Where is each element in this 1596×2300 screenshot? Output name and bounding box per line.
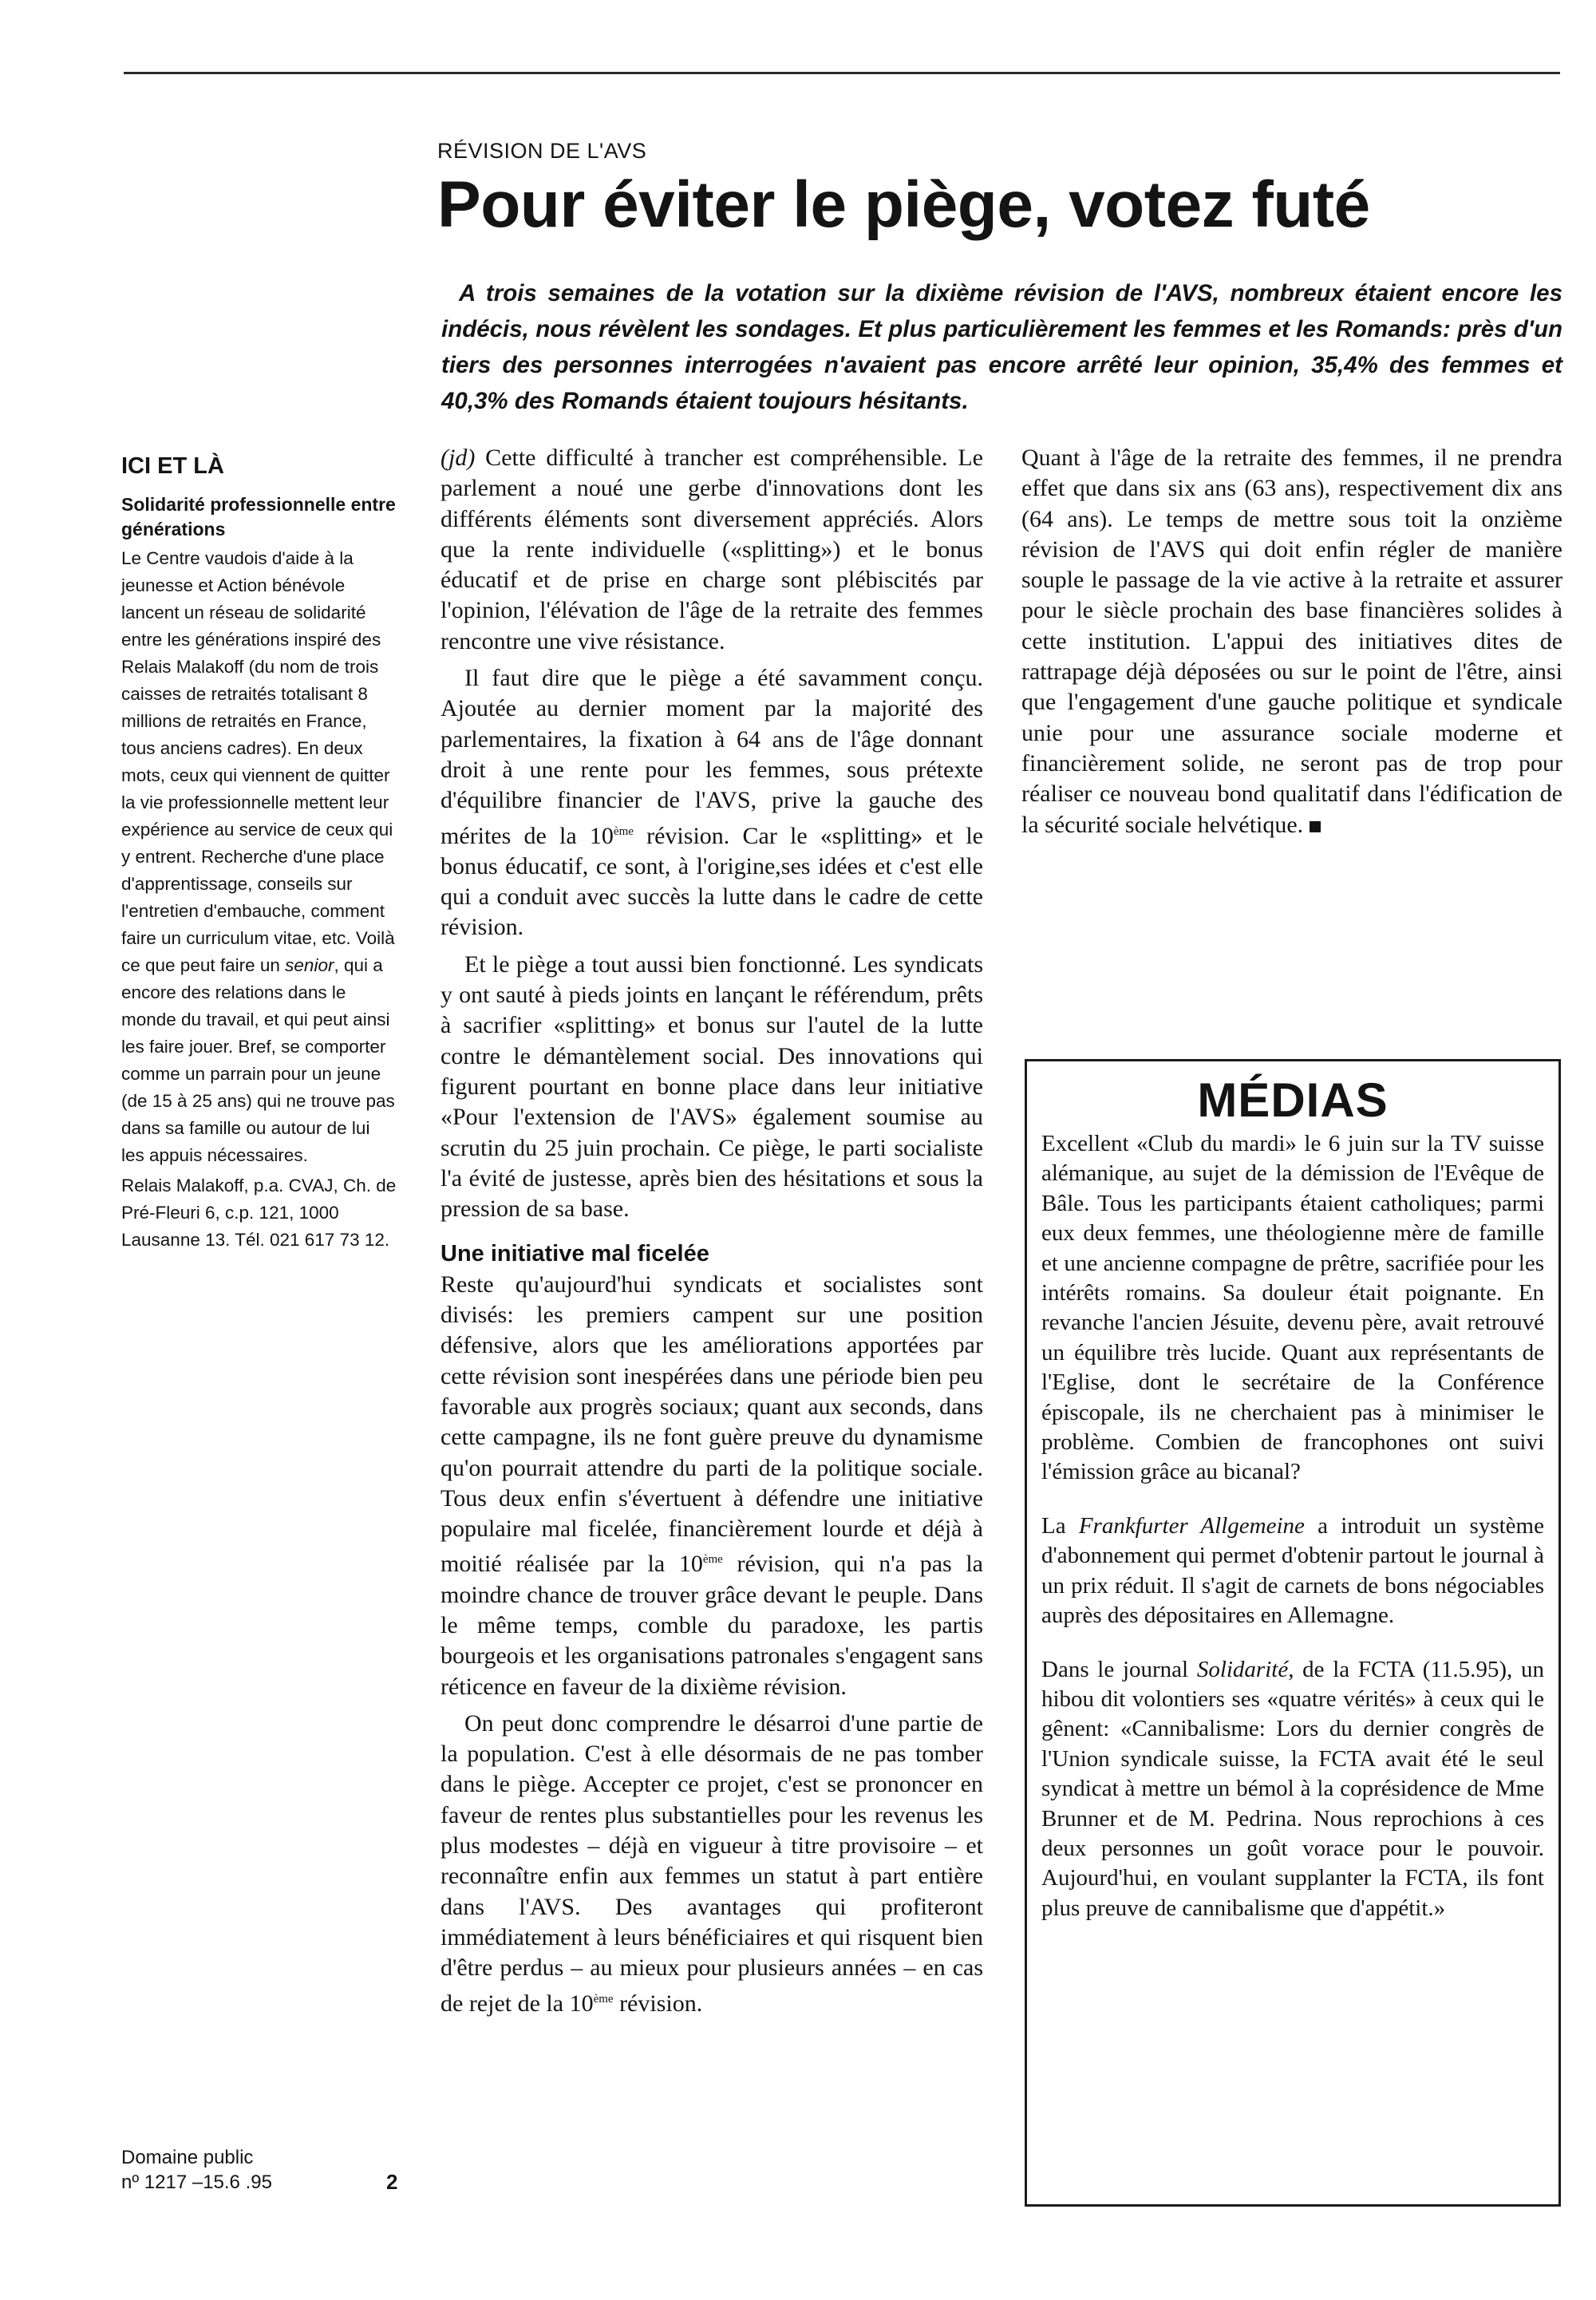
item-text: , de la FCTA (11.5.95), un hibou dit volontiers ses «quatre vérités» à ceux qui le gênent: «Cannibalisme: Lors du dernier congrès de l'Union syndicale suisse, la FCTA avait été le seul syndicat à mettre un bémol à la coprésidence de Mme Brunner et de M. Pedrina. Nous reprochions à ces deux personnes un goût vorace pour le pouvoir. Aujourd'hui, en voulant supplanter la FCTA, ils font plus preuve de cannibalisme que d'appétit.» bbox=[1041, 1656, 1545, 1921]
sidebar-text-b: , qui a encore des relations dans le monde du travail, et qui peut ainsi les faire jouer. Bref, se comporter comme un parrain pour un jeune (de 15 à 25 ans) qui ne trouve pas dans sa famille ou autour de lui les appuis nécessaires. bbox=[121, 955, 395, 1165]
sidebar-subhead: Solidarité professionnelle entre générations bbox=[121, 494, 396, 539]
medias-box bbox=[1025, 1059, 1561, 2207]
article-paragraph bbox=[1021, 443, 1562, 840]
article-column-1 bbox=[440, 443, 983, 2025]
article-paragraph bbox=[440, 443, 983, 657]
paragraph-text: Quant à l'âge de la retraite des femmes, il ne prendra effet que dans six ans (63 ans), respectivement dix ans (64 ans). Le temps de mettre sous toit la onzième révision de l'AVS qui doit enfin régler de manière souple le passage de la vie active à la retraite et assurer pour le siècle prochain des base financières solides à cette institution. L'appui des initiatives dites de rattrapage déjà déposées ou sur le point de l'être, ainsi que l'engagement d'une gauche politique et syndicale unie pour une assurance sociale moderne et financièrement solide, ne seront pas de trop pour réaliser ce nouveau bond qualitatif dans l'édification de la sécurité sociale helvétique. bbox=[1021, 445, 1562, 838]
superscript: ème bbox=[613, 824, 634, 838]
paragraph-text: révision, qui n'a pas la moindre chance de trouver grâce devant le peuple. Dans le même temps, comble du paradoxe, les partis bourgeois et les organisations patronales s'engagent sans réticence en faveur de la dixième révision. bbox=[440, 1551, 983, 1700]
sidebar-body bbox=[121, 545, 397, 1254]
headline: Pour éviter le piège, votez futé bbox=[437, 168, 1370, 241]
article-paragraph bbox=[440, 663, 983, 943]
sidebar-ici-et-la bbox=[121, 453, 397, 1257]
item-text: a introduit un système d'abonnement qui permet d'obtenir partout le journal à un prix réduit. Il s'agit de carnets de bons négociables auprès des dépositaires en Allemagne. bbox=[1041, 1512, 1544, 1629]
sidebar-contact: Relais Malakoff, p.a. CVAJ, Ch. de Pré-Fleuri 6, c.p. 121, 1000 Lausanne 13. Tél. 021 617 73 12. bbox=[121, 1176, 397, 1250]
paragraph-text: révision. Car le «splitting» et le bonus éducatif, ce sont, à l'origine,ses idées et c'est elle qui a conduit avec succès la lutte dans le cadre de cette révision. bbox=[440, 822, 983, 941]
paragraph-text: Reste qu'aujourd'hui syndicats et socialistes sont divisés: les premiers campent sur une position défensive, alors que les améliorations apportées par cette révision sont inespérées dans une période bien peu favorable aux progrès sociaux; quant aux seconds, dans cette campagne, ils ne font guère preuve du dynamisme qu'on pourrait attendre du parti de la politique sociale. Tous deux enfin s'évertuent à défendre une initiative populaire mal ficelée, financièrement lourde et déjà à moitié réalisée par la 10 bbox=[440, 1271, 983, 1578]
issue-number: nº 1217 –15.6 .95 bbox=[121, 2172, 272, 2193]
sidebar-text-em: senior bbox=[285, 955, 334, 975]
paragraph-text: Cette difficulté à trancher est compréhensible. Le parlement a noué une gerbe d'innovations dont les différents éléments sont diversement appréciés. Alors que la rente individuelle («splitting») et le bonus éducatif et de prise en charge sont plébiscités par l'opinion, l'élévation de l'âge de la retraite des femmes rencontre une vive résistance. bbox=[440, 445, 983, 654]
page-footer bbox=[121, 2145, 409, 2195]
article-paragraph bbox=[440, 1270, 983, 1702]
publication-title: Solidarité bbox=[1196, 1656, 1289, 1682]
item-text: La bbox=[1041, 1512, 1079, 1539]
article-paragraph bbox=[440, 1709, 983, 2019]
top-rule bbox=[124, 72, 1560, 74]
lead-paragraph bbox=[441, 275, 1562, 419]
article-column-2 bbox=[1021, 443, 1562, 847]
item-text: Dans le journal bbox=[1041, 1656, 1197, 1682]
medias-title: MÉDIAS bbox=[1197, 1073, 1389, 1127]
sidebar-section-title: ICI ET LÀ bbox=[121, 453, 224, 479]
article-paragraph: Et le piège a tout aussi bien fonctionné. Les syndicats y ont sauté à pieds joints en lançant le référendum, prêts à sacrifier «splitting» et bonus sur l'autel de la lutte contre le démantèlement social. Des innovations qui figurent pourtant en bonne place dans leur initiative «Pour l'extension de l'AVS» également soumise au scrutin du 25 juin prochain. Ce piège, le parti socialiste l'a évité de justesse, après bien des hésitations et sous la pression de sa base. bbox=[440, 950, 983, 1223]
paragraph-text: Il faut dire que le piège a été savamment conçu. Ajoutée au dernier moment par la majorité des parlementaires, la fixation à 64 ans de l'âge donnant droit à une rente pour les femmes, sous prétexte d'équilibre financier de l'AVS, prive la gauche des mérites de la 10 bbox=[440, 665, 983, 849]
section-kicker: RÉVISION DE L'AVS bbox=[437, 139, 647, 163]
paragraph-text: révision. bbox=[613, 1990, 703, 2017]
medias-item: Excellent «Club du mardi» le 6 juin sur la TV suisse alémanique, au sujet de la démission de l'Evêque de Bâle. Tous les participants étaient catholiques; parmi eux deux femmes, une théologienne mère de famille et une ancienne compagne de prêtre, sacrifiée pour les intérêts romains. Sa douleur était poignante. En revanche l'ancien Jésuite, devenu père, avait retrouvé un équilibre très lucide. Quant aux représentants de l'Eglise, dont le secrétaire de la Conférence épiscopale, ils ne cherchaient pas à minimiser le problème. Combien de francophones ont suivi l'émission grâce au bicanal? bbox=[1041, 1131, 1544, 1485]
superscript: ème bbox=[593, 1992, 614, 2006]
article-subtitle: Une initiative mal ficelée bbox=[440, 1241, 709, 1267]
medias-item bbox=[1041, 1512, 1544, 1631]
publication-name: Domaine public bbox=[121, 2147, 254, 2168]
end-mark bbox=[1310, 821, 1321, 832]
sidebar-text bbox=[121, 545, 397, 1169]
author-initials: (jd) bbox=[440, 445, 476, 471]
medias-item bbox=[1041, 1655, 1544, 1924]
lead-text: A trois semaines de la votation sur la dixième révision de l'AVS, nombreux étaient encore les indécis, nous révèlent les sondages. Et plus particulièrement les femmes et les Romands: près d'un tiers des personnes interrogées n'avaient pas encore arrêté leur opinion, 35,4% des femmes et 40,3% des Romands étaient toujours hésitants. bbox=[441, 280, 1562, 414]
publication-title: Frankfurter Allgemeine bbox=[1078, 1512, 1305, 1539]
superscript: ème bbox=[702, 1553, 723, 1567]
page-number: 2 bbox=[386, 2170, 398, 2194]
sidebar-text-a: Le Centre vaudois d'aide à la jeunesse et Action bénévole lancent un réseau de solidarité entre les générations inspiré des Relais Malakoff (du nom de trois caisses de retraités totalisant 8 millions de retraités en France, tous anciens cadres). En deux mots, ceux qui viennent de quitter la vie professionnelle mettent leur expérience au service de ceux qui y entrent. Recherche d'une place d'apprentissage, conseils sur l'entretien d'embauche, comment faire un curriculum vitae, etc. Voilà ce que peut faire un bbox=[121, 548, 395, 975]
paragraph-text: On peut donc comprendre le désarroi d'une partie de la population. C'est à elle désormais de ne pas tomber dans le piège. Accepter ce projet, c'est se prononcer en faveur de rentes plus substantielles pour les revenus les plus modestes – déjà en vigueur à titre provisoire – et reconnaître enfin aux femmes un statut à part entière dans l'AVS. Des avantages qui profiteront immédiatement à leurs bénéficiaires et qui risquent bien d'être perdus – au mieux pour plusieurs années – en cas de rejet de la 10 bbox=[440, 1709, 983, 2017]
